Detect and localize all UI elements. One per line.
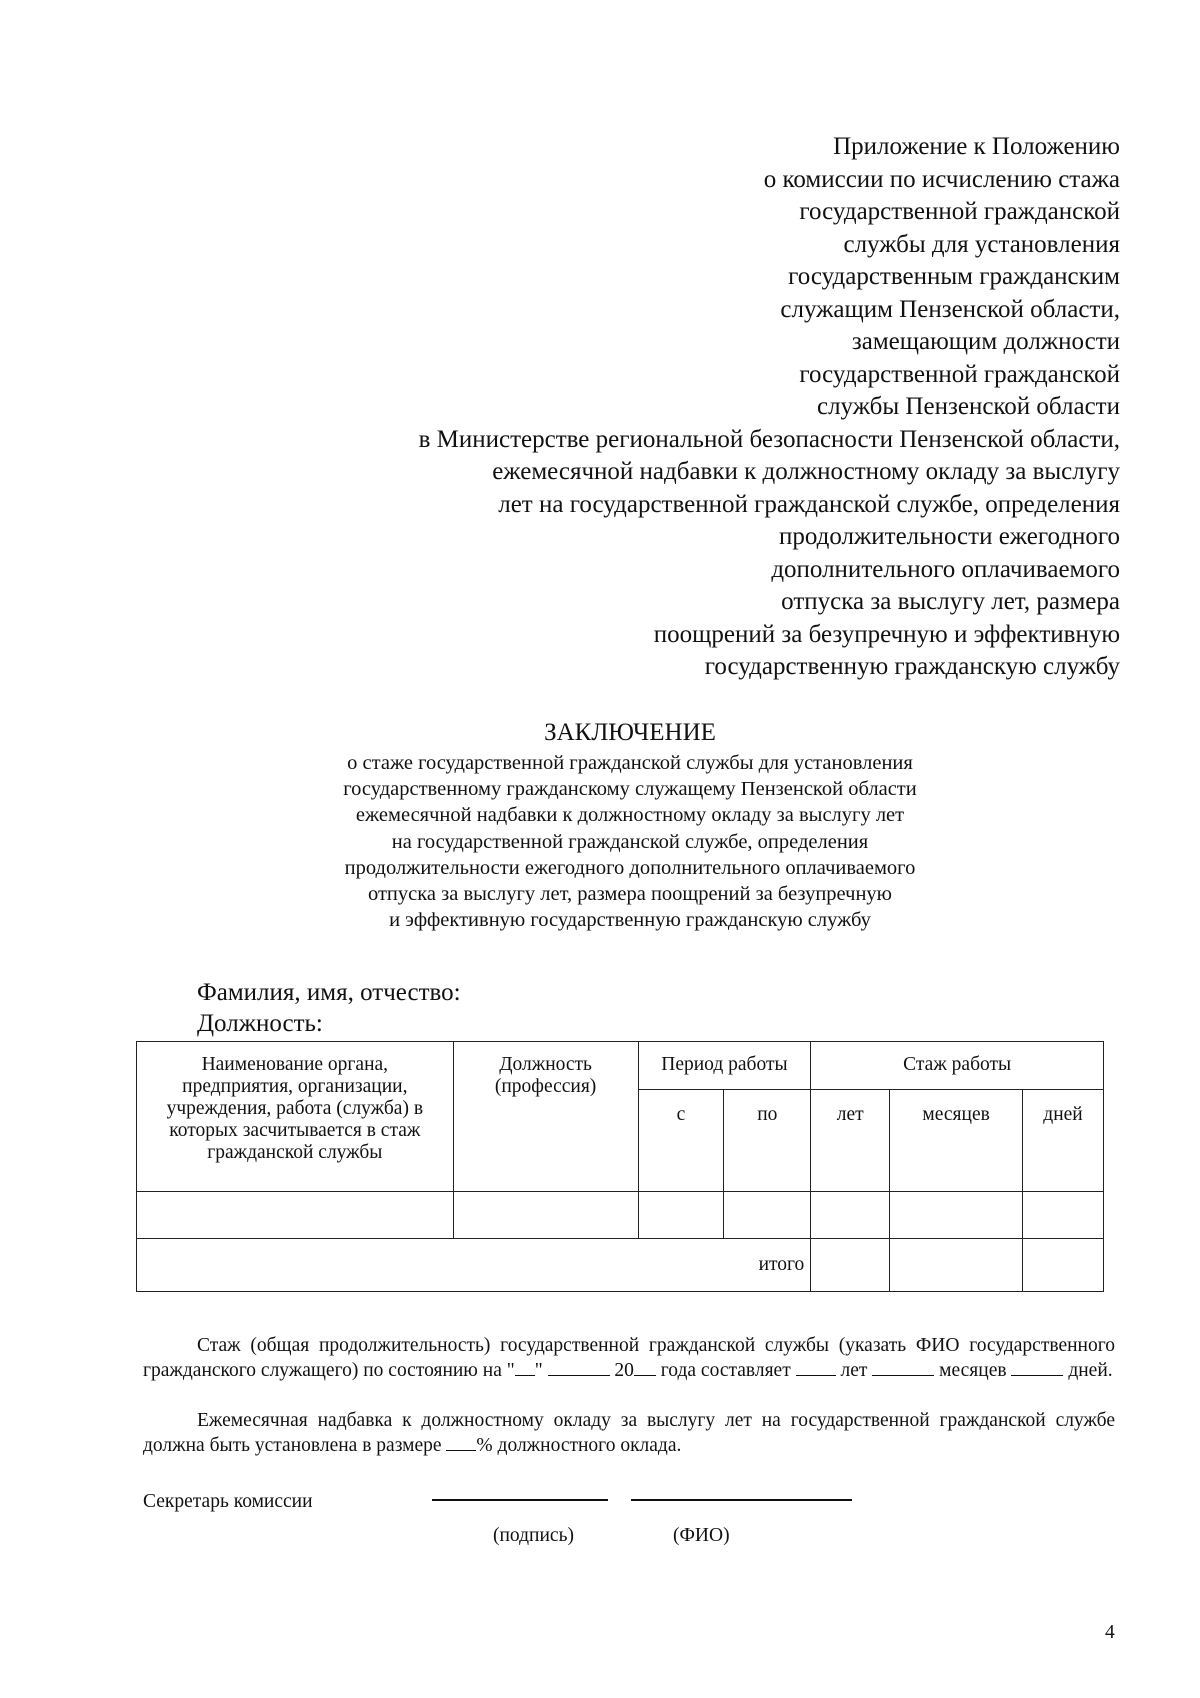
cell-period-from[interactable]	[638, 1192, 724, 1239]
signature-line[interactable]	[432, 1497, 608, 1501]
conclusion-subtitle	[0, 750, 1200, 933]
month-blank[interactable]	[548, 1361, 610, 1376]
conclusion-title: ЗАКЛЮЧЕНИЕ	[544, 719, 716, 746]
paragraph-text: Ежемесячная надбавка к должностному окладу за выслугу лет на государственной гражданской службе должна быть установлена в размере	[143, 1410, 1115, 1456]
appendix-line: ежемесячной надбавки к должностному окладу за выслугу	[492, 458, 1120, 485]
subtitle-line: государственному гражданскому служащему Пензенской области	[343, 778, 917, 801]
allowance-paragraph	[143, 1408, 1115, 1458]
months-count-blank[interactable]	[872, 1361, 934, 1376]
header-organization: Наименование органа, предприятия, организации, учреждения, работа (служба) в которых засчитывается в стаж гражданской службы	[137, 1042, 454, 1192]
paragraph-text: 20	[614, 1360, 634, 1381]
header-position: Должность (профессия)	[453, 1042, 638, 1192]
total-label: итого	[137, 1239, 811, 1292]
subtitle-line: отпуска за выслугу лет, размера поощрений за безупречную	[367, 883, 892, 906]
fio-field-label: Фамилия, имя, отчество:	[197, 979, 461, 1006]
cell-years[interactable]	[811, 1192, 890, 1239]
appendix-line: поощрений за безупречную и эффективную	[653, 620, 1120, 648]
year-blank[interactable]	[634, 1361, 656, 1376]
service-record-table	[136, 1041, 1104, 1292]
appendix-line: замещающим должности	[851, 328, 1120, 355]
cell-period-to[interactable]	[724, 1192, 811, 1239]
subtitle-line: и эффективную государственную гражданскую службу	[389, 909, 871, 932]
cell-position[interactable]	[453, 1192, 638, 1239]
total-months[interactable]	[890, 1239, 1023, 1292]
position-field-label: Должность:	[197, 1010, 323, 1037]
header-years: лет	[811, 1090, 890, 1192]
appendix-line: государственную гражданскую службу	[704, 653, 1120, 680]
appendix-line: лет на государственной гражданской службе, определения	[498, 490, 1120, 518]
years-count-blank[interactable]	[796, 1361, 836, 1376]
appendix-line: службы для установления	[843, 230, 1120, 258]
appendix-line: государственным гражданским	[788, 263, 1120, 290]
days-count-blank[interactable]	[1011, 1361, 1063, 1376]
signature-caption: (подпись)	[493, 1525, 574, 1546]
paragraph-text: месяцев	[939, 1360, 1007, 1381]
secretary-label: Секретарь комиссии	[143, 1491, 313, 1512]
experience-paragraph	[143, 1333, 1115, 1383]
paragraph-text: дней.	[1068, 1360, 1113, 1381]
subtitle-line: о стаже государственной гражданской службы для установления	[347, 752, 913, 774]
header-work-period: Период работы	[638, 1042, 811, 1090]
subtitle-line: на государственной гражданской службе, определения	[391, 830, 869, 853]
cell-months[interactable]	[890, 1192, 1023, 1239]
appendix-line: о комиссии по исчислению стажа	[763, 165, 1120, 193]
appendix-header	[419, 131, 1120, 684]
paragraph-text: года составляет	[660, 1360, 791, 1381]
subtitle-line: продолжительности ежегодного дополнительного оплачиваемого	[344, 856, 916, 879]
total-years[interactable]	[811, 1239, 890, 1292]
appendix-line: государственной гражданской	[799, 198, 1120, 225]
percent-blank[interactable]	[446, 1436, 476, 1451]
paragraph-text: Стаж (общая продолжительность) государственной гражданской службы (указать ФИО государственного гражданского служащего) по состоянию на "	[143, 1335, 1115, 1381]
appendix-line: служащим Пензенской области,	[780, 295, 1120, 323]
appendix-line: службы Пензенской области	[816, 393, 1120, 420]
cell-days[interactable]	[1023, 1192, 1104, 1239]
cell-organization[interactable]	[137, 1192, 454, 1239]
page-number: 4	[1105, 1622, 1115, 1643]
appendix-line: продолжительности ежегодного	[778, 523, 1120, 550]
paragraph-text: "	[534, 1360, 543, 1381]
paragraph-text: % должностного оклада.	[476, 1435, 682, 1456]
name-caption: (ФИО)	[673, 1525, 730, 1546]
header-days: дней	[1023, 1090, 1104, 1192]
header-months: месяцев	[890, 1090, 1023, 1192]
header-period-to: по	[724, 1090, 811, 1192]
appendix-line: в Министерстве региональной безопасности Пензенской области,	[418, 425, 1120, 453]
day-blank[interactable]	[515, 1361, 535, 1376]
appendix-line: дополнительного оплачиваемого	[771, 555, 1120, 583]
subtitle-line: ежемесячной надбавки к должностному окладу за выслугу лет	[355, 804, 905, 827]
paragraph-text: лет	[840, 1360, 868, 1381]
name-line[interactable]	[631, 1497, 852, 1501]
appendix-line: отпуска за выслугу лет, размера	[781, 588, 1120, 615]
header-period-from: с	[638, 1090, 724, 1192]
table-row	[137, 1192, 1104, 1239]
total-days[interactable]	[1023, 1239, 1104, 1292]
total-row	[137, 1239, 1104, 1292]
appendix-line: Приложение к Положению	[833, 133, 1120, 160]
appendix-line: государственной гражданской	[799, 360, 1120, 388]
header-work-experience: Стаж работы	[811, 1042, 1104, 1090]
